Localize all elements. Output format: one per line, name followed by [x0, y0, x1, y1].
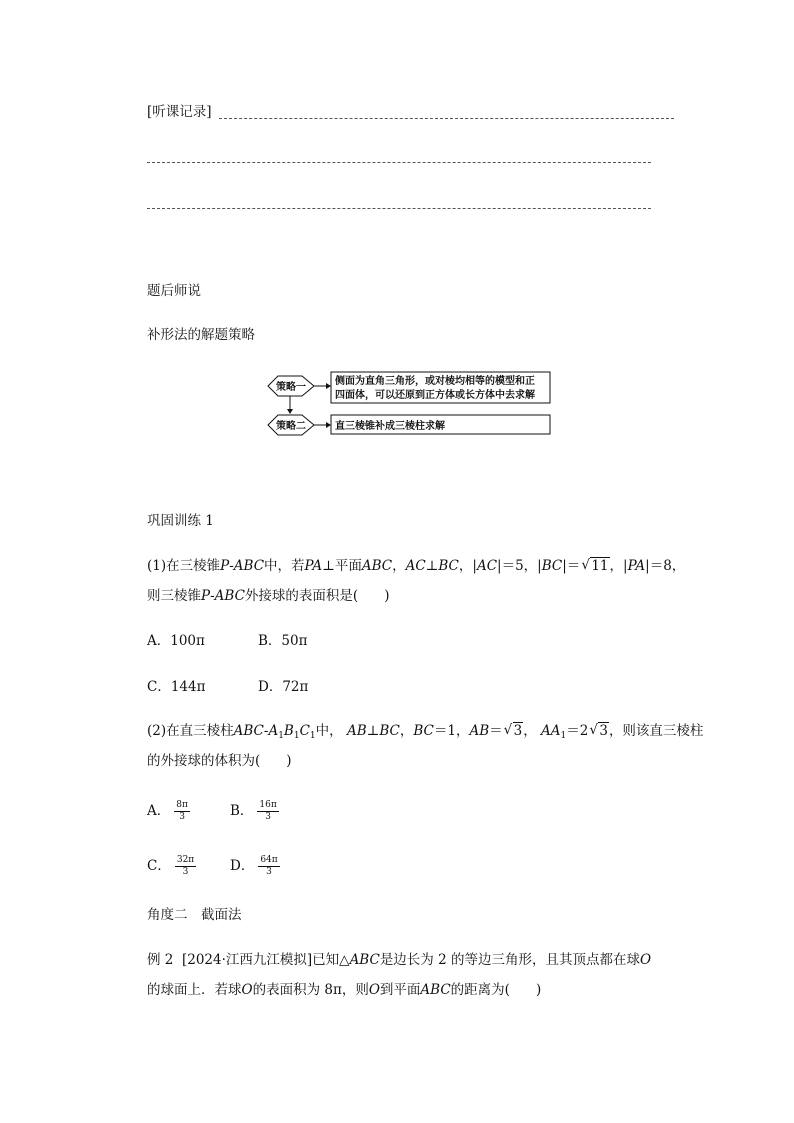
q1-text: 在三棱锥 [166, 558, 221, 574]
example2-text: 已知△ [312, 952, 350, 968]
q1-text: |＝8， [645, 558, 686, 574]
q2-var: B [283, 723, 294, 739]
q2-subscript: 1 [560, 731, 567, 741]
fraction: $\frac{32\pi}{3}$ [176, 855, 195, 877]
example2-label: 例 2 [147, 952, 174, 968]
q2-text: ，则该直三棱柱 [608, 723, 704, 739]
example2-line1 [147, 951, 651, 969]
q2-choice-a: A． $\frac{8\pi}{3}$ [147, 800, 188, 822]
q2-var: AB [469, 723, 490, 739]
q1-var: AC [476, 558, 498, 574]
q2-text: ＝1， [433, 723, 470, 739]
q2-subscript: 1 [309, 731, 316, 741]
q1-text: |＝ [562, 558, 581, 574]
q1-text: ⊥平面 [322, 558, 362, 574]
q2-text: 在直三棱柱 [166, 723, 234, 739]
q2-text: 中， [315, 723, 343, 739]
q2-text: ， [523, 723, 537, 739]
sqrt-symbol [589, 722, 609, 740]
example2-var: O [368, 982, 380, 998]
q2-text: ⊥ [366, 723, 380, 739]
q2-line1 [147, 722, 703, 740]
q2-choice-c: C． $\frac{32\pi}{3}$ [147, 855, 195, 877]
q2-text: 的外接球的体积为( [147, 753, 261, 769]
q2-radicand: 3 [513, 723, 523, 739]
strategy1-label: 策略一 [276, 382, 306, 393]
q1-choice-c: C．144π [147, 679, 206, 695]
q1-var: PA [304, 558, 323, 574]
example2-text: 到平面 [379, 982, 421, 998]
q1-var: P [220, 558, 230, 574]
strategy1-text-line1: 侧面为直角三角形，或对棱均相等的模型和正 [335, 376, 535, 387]
example2-text: 的球面上．若球 [147, 982, 242, 998]
q1-text: 外接球的表面积是( [244, 588, 359, 604]
q2-number: (2) [147, 723, 167, 739]
example2-var: ABC [420, 982, 451, 998]
q2-choice-d: D． $\frac{64\pi}{3}$ [230, 855, 278, 877]
q1-line2 [147, 587, 389, 605]
q1-radicand: 11 [591, 558, 609, 574]
q2-dash: - [263, 723, 269, 739]
notes-dotted-line-3 [147, 208, 651, 209]
q1-number: (1) [147, 558, 167, 574]
q1-var: PA [627, 558, 646, 574]
q1-var: P [201, 588, 211, 604]
example2-text: 的距离为( [450, 982, 510, 998]
example2-text: ) [535, 982, 542, 998]
arrow-1-icon [326, 383, 331, 389]
example2-text: 的表面积为 8π，则 [252, 982, 369, 998]
q2-choice-b: B． $\frac{16\pi}{3}$ [230, 800, 277, 822]
q2-radicand: 3 [599, 723, 608, 739]
example2-text: 是边长为 2 的等边三角形，且其顶点都在球 [379, 952, 640, 968]
q1-text: ， [392, 558, 406, 574]
fraction: $\frac{8\pi}{3}$ [176, 800, 188, 822]
sqrt-symbol [581, 557, 609, 575]
practice-title: 巩固训练 1 [147, 513, 214, 529]
q2-var: A [268, 723, 279, 739]
strategy-diagram [262, 370, 554, 440]
q2-subscript: 1 [293, 731, 300, 741]
arrow-down-icon [287, 409, 293, 414]
q1-dash: - [210, 588, 215, 604]
q2-text: ＝ [489, 723, 503, 739]
notes-dotted-line-1 [219, 118, 674, 119]
q1-var: ABC [214, 588, 245, 604]
arrow-2-icon [326, 422, 331, 428]
q2-line2 [147, 752, 292, 770]
example2-line2 [147, 981, 541, 999]
q1-line1 [147, 557, 685, 575]
strategy2-label: 策略二 [276, 421, 306, 432]
section-subtitle: 补形法的解题策略 [147, 327, 255, 343]
example2-var: O [241, 982, 253, 998]
q1-choice-d: D．72π [258, 679, 309, 695]
q1-var: AC [405, 558, 426, 574]
q1-text: ⊥ [425, 558, 439, 574]
notes-label: [听课记录] [147, 104, 212, 120]
notes-dotted-line-2 [147, 162, 651, 163]
q1-text: ，| [609, 558, 628, 574]
q1-choice-b: B．50π [258, 633, 308, 649]
q2-var: BC [379, 723, 400, 739]
q2-var: AB [346, 723, 367, 739]
q1-dash: - [229, 558, 234, 574]
q2-subscript: 1 [278, 731, 284, 741]
strategy1-text-line2: 四面体，可以还原到正方体或长方体中去求解 [335, 390, 535, 401]
q1-var: ABC [233, 558, 265, 574]
example2-var: ABC [349, 952, 380, 968]
q2-text: ， [399, 723, 414, 739]
q1-text: 中，若 [264, 558, 305, 574]
q1-var: ABC [361, 558, 393, 574]
q2-var: ABC [233, 723, 264, 739]
q2-var: AA [541, 723, 561, 739]
example2-source: [2024·江西九江模拟] [181, 952, 313, 968]
fraction: $\frac{16\pi}{3}$ [259, 800, 277, 822]
section-title: 题后师说 [147, 283, 201, 299]
q1-text: |＝5，| [497, 558, 542, 574]
sqrt-symbol [504, 722, 524, 740]
q1-choice-a: A．100π [147, 633, 205, 649]
q2-text: ＝2 [566, 723, 589, 739]
q2-var: C [299, 723, 310, 739]
fraction: $\frac{64\pi}{3}$ [260, 855, 278, 877]
q1-text: ，| [458, 558, 477, 574]
q2-text: ) [286, 753, 292, 769]
q1-var: BC [541, 558, 563, 574]
angle2-title: 角度二 截面法 [147, 907, 242, 923]
q1-text: ) [384, 588, 390, 604]
q1-text: 则三棱锥 [147, 588, 201, 604]
strategy2-text: 直三棱锥补成三棱柱求解 [335, 421, 445, 432]
example2-var: O [639, 952, 652, 968]
q2-var: BC [413, 723, 434, 739]
q1-var: BC [438, 558, 459, 574]
